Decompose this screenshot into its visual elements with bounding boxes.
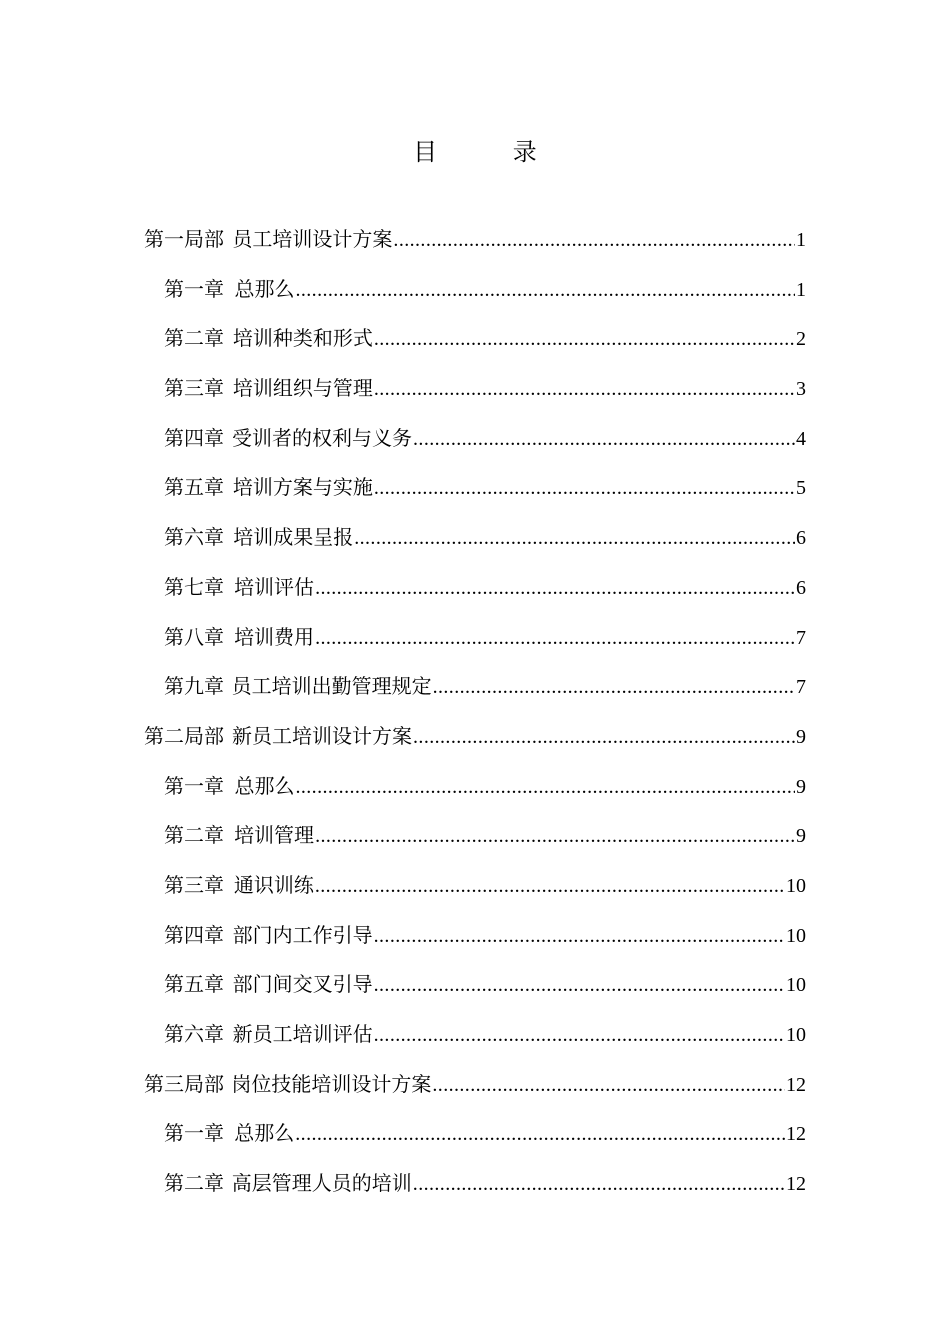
toc-entry-page: 2 <box>796 328 806 351</box>
toc-entry-page: 3 <box>796 378 806 401</box>
toc-entry-chapter[interactable] <box>144 563 806 613</box>
toc-entry-page: 6 <box>796 527 806 550</box>
toc-entry-number: 第九章 <box>164 674 224 699</box>
toc-entry-number: 第三章 <box>164 376 224 401</box>
toc-entry-chapter[interactable] <box>144 513 806 563</box>
toc-entry-title: 通识训练 <box>233 872 314 897</box>
toc-entry-chapter[interactable] <box>144 960 806 1010</box>
toc-entry-chapter[interactable] <box>144 1159 806 1209</box>
toc-entry-chapter[interactable] <box>144 762 806 812</box>
toc-dot-leader <box>413 415 795 465</box>
toc-entry-page: 10 <box>786 924 806 947</box>
toc-entry-page: 10 <box>786 874 806 897</box>
toc-entry-number: 第五章 <box>164 972 224 997</box>
toc-entry-page: 9 <box>796 725 806 748</box>
toc-entry-page: 1 <box>796 229 806 251</box>
toc-entry-page: 10 <box>786 1024 806 1046</box>
toc-entry-title: 总那么 <box>234 773 295 798</box>
toc-entry-chapter[interactable] <box>144 364 806 414</box>
toc-dot-leader <box>413 713 795 763</box>
toc-dot-leader <box>374 1011 785 1061</box>
toc-dot-leader <box>374 912 785 962</box>
toc-dot-leader <box>315 862 785 912</box>
toc-title: 目 录 <box>413 138 571 166</box>
toc-entry-page: 12 <box>786 1073 806 1096</box>
toc-entry-title: 培训种类和形式 <box>232 326 373 351</box>
toc-dot-leader <box>433 663 795 713</box>
toc-entry-title: 新员工培训设计方案 <box>232 723 413 748</box>
toc-dot-leader <box>374 315 795 365</box>
toc-entry-number: 第二章 <box>164 823 224 848</box>
toc-entry-page: 1 <box>796 278 806 301</box>
toc-entry-part[interactable] <box>144 1060 806 1110</box>
toc-entry-title: 培训方案与实施 <box>232 475 373 500</box>
toc-entry-number: 第六章 <box>164 1022 224 1046</box>
toc-entry-number: 第三局部 <box>144 1071 224 1096</box>
toc-entry-chapter[interactable] <box>144 811 806 861</box>
toc-dot-leader <box>432 1061 785 1111</box>
toc-entry-title: 总那么 <box>234 1121 295 1146</box>
toc-entry-title: 培训管理 <box>234 823 315 848</box>
toc-entry-number: 第二章 <box>164 326 224 351</box>
toc-entry-title: 总那么 <box>234 276 295 301</box>
toc-entry-title: 部门内工作引导 <box>232 922 373 947</box>
toc-entry-chapter[interactable] <box>144 414 806 464</box>
toc-entry-number: 第三章 <box>164 872 224 897</box>
toc-entry-title: 新员工培训评估 <box>232 1022 373 1046</box>
toc-entry-number: 第二局部 <box>144 723 224 748</box>
toc-entry-title: 员工培训设计方案 <box>232 227 393 251</box>
toc-entry-number: 第一章 <box>164 1121 224 1146</box>
toc-entry-page: 9 <box>796 775 806 798</box>
toc-entry-number: 第一局部 <box>144 227 224 251</box>
toc-entry-number: 第四章 <box>164 425 224 450</box>
toc-entry-title: 培训组织与管理 <box>232 376 373 401</box>
toc-entry-title: 培训费用 <box>234 624 315 649</box>
toc-entry-chapter[interactable] <box>144 314 806 364</box>
toc-dot-leader <box>295 266 795 316</box>
toc-entry-part[interactable] <box>144 712 806 762</box>
toc-dot-leader <box>354 514 795 564</box>
toc-entry-chapter[interactable] <box>144 662 806 712</box>
toc-entry-title: 受训者的权利与义务 <box>232 425 413 450</box>
toc-entry-page: 12 <box>786 1173 806 1196</box>
toc-dot-leader <box>315 564 795 614</box>
toc-dot-leader <box>374 464 795 514</box>
toc-dot-leader <box>374 365 795 415</box>
toc-entry-title: 员工培训出勤管理规定 <box>231 674 432 699</box>
toc-entry-chapter[interactable] <box>144 1010 806 1060</box>
toc-entry-chapter[interactable] <box>144 861 806 911</box>
toc-entry-chapter[interactable] <box>144 613 806 663</box>
toc-dot-leader <box>315 614 795 664</box>
toc-dot-leader <box>315 812 795 862</box>
toc-entry-page: 7 <box>796 676 806 699</box>
toc-entry-page: 10 <box>786 974 806 997</box>
toc-entry-number: 第四章 <box>164 922 224 947</box>
toc-entry-chapter[interactable] <box>144 463 806 513</box>
toc-entry-number: 第八章 <box>164 624 224 649</box>
toc-entry-number: 第一章 <box>164 276 224 301</box>
toc-dot-leader <box>295 763 795 813</box>
toc-entry-page: 6 <box>796 576 806 599</box>
toc-entry-title: 岗位技能培训设计方案 <box>231 1071 432 1096</box>
toc-entry-page: 9 <box>796 825 806 848</box>
toc-entry-chapter[interactable] <box>144 1109 806 1159</box>
toc-entry-chapter[interactable] <box>144 265 806 315</box>
toc-dot-leader <box>413 1160 785 1210</box>
toc-entry-title: 培训评估 <box>234 574 315 599</box>
toc-entry-page: 4 <box>796 427 806 450</box>
toc-entry-page: 5 <box>796 477 806 500</box>
toc-entry-page: 12 <box>786 1123 806 1146</box>
toc-list <box>144 215 806 1209</box>
toc-entry-title: 高层管理人员的培训 <box>231 1171 412 1196</box>
toc-dot-leader <box>393 216 795 266</box>
toc-entry-page: 7 <box>796 626 806 649</box>
toc-dot-leader <box>295 1110 785 1160</box>
toc-entry-number: 第二章 <box>164 1171 224 1196</box>
toc-entry-chapter[interactable] <box>144 911 806 961</box>
toc-dot-leader <box>374 961 785 1011</box>
toc-entry-number: 第五章 <box>164 475 224 500</box>
toc-entry-part[interactable] <box>144 215 806 265</box>
toc-entry-title: 培训成果呈报 <box>233 525 354 550</box>
toc-entry-number: 第七章 <box>164 574 224 599</box>
toc-entry-title: 部门间交叉引导 <box>232 972 373 997</box>
toc-entry-number: 第六章 <box>164 525 224 550</box>
toc-entry-number: 第一章 <box>164 773 224 798</box>
